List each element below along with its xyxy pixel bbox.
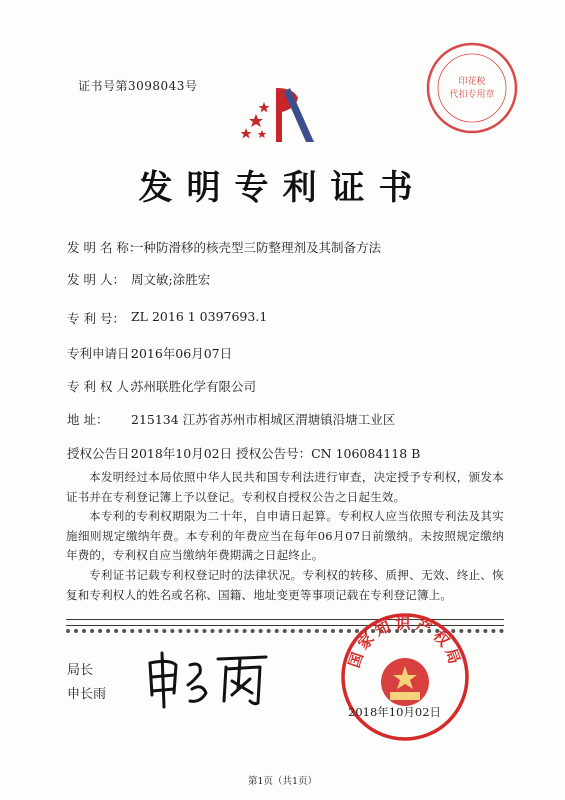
field-label: 发 明 名 称： bbox=[67, 240, 142, 255]
svg-text:国家知识产权局: 国家知识产权局 bbox=[345, 614, 465, 670]
director-signature bbox=[140, 645, 280, 710]
certificate-number: 证书号第3098043号 bbox=[78, 79, 198, 93]
field-label: 专 利 号： bbox=[67, 311, 125, 326]
page-number: 第1页（共1页） bbox=[247, 776, 318, 787]
field-label: 发 明 人： bbox=[67, 272, 125, 287]
field-patentee bbox=[67, 377, 256, 395]
field-filing-date bbox=[67, 344, 232, 362]
field-label: 地 址： bbox=[67, 412, 109, 427]
certificate-body bbox=[66, 468, 504, 605]
field-value: ZL 2016 1 0397693.1 bbox=[131, 309, 268, 324]
field-label: 专利申请日： bbox=[67, 346, 143, 361]
body-paragraph: 本专利的专利权期限为二十年，自申请日起算。专利权人应当依照专利法及其实施细则规定缴纳年费。本专利的年费应当在每年06月07日前缴纳。未按照规定缴纳年费的，专利权自应当缴纳年费期满之日起终止。 bbox=[66, 509, 504, 563]
cnipa-logo-icon bbox=[236, 84, 320, 146]
official-seal bbox=[340, 612, 470, 742]
body-paragraph: 本发明经过本局依照中华人民共和国专利法进行审查，决定授予专利权，颁发本证书并在专利登记簿上予以登记。专利权自授权公告之日起生效。 bbox=[66, 470, 504, 504]
svg-text:印花税: 印花税 bbox=[458, 77, 486, 87]
field-value: 2018年10月02日 授权公告号：CN 106084118 B bbox=[131, 446, 421, 461]
svg-text:代扣专用章: 代扣专用章 bbox=[449, 90, 495, 100]
tax-stamp-seal bbox=[424, 40, 520, 136]
director-title: 局长 bbox=[67, 663, 94, 678]
field-value: 周文敏;涂胜宏 bbox=[131, 272, 211, 287]
field-patent-number bbox=[67, 309, 267, 327]
field-grant-date bbox=[67, 444, 420, 462]
director-name: 申长雨 bbox=[67, 687, 107, 702]
field-value: 一种防滑移的核壳型三防整理剂及其制备方法 bbox=[131, 240, 382, 255]
issue-date: 2018年10月02日 bbox=[348, 705, 442, 719]
field-address bbox=[67, 410, 395, 428]
field-value: 苏州联胜化学有限公司 bbox=[131, 379, 257, 394]
field-inventors bbox=[67, 270, 210, 288]
certificate-title: 发明专利证书 bbox=[138, 168, 427, 208]
field-label: 授权公告日： bbox=[67, 446, 143, 461]
field-label: 专 利 权 人： bbox=[67, 379, 142, 394]
field-value: 2016年06月07日 bbox=[131, 346, 233, 361]
field-value: 215134 江苏省苏州市相城区渭塘镇沿塘工业区 bbox=[131, 412, 396, 427]
body-paragraph: 专利证书记载专利权登记时的法律状况。专利权的转移、质押、无效、终止、恢复和专利权人的姓名或名称、国籍、地址变更等事项记载在专利登记簿上。 bbox=[66, 567, 504, 602]
field-invention-name bbox=[67, 238, 381, 256]
